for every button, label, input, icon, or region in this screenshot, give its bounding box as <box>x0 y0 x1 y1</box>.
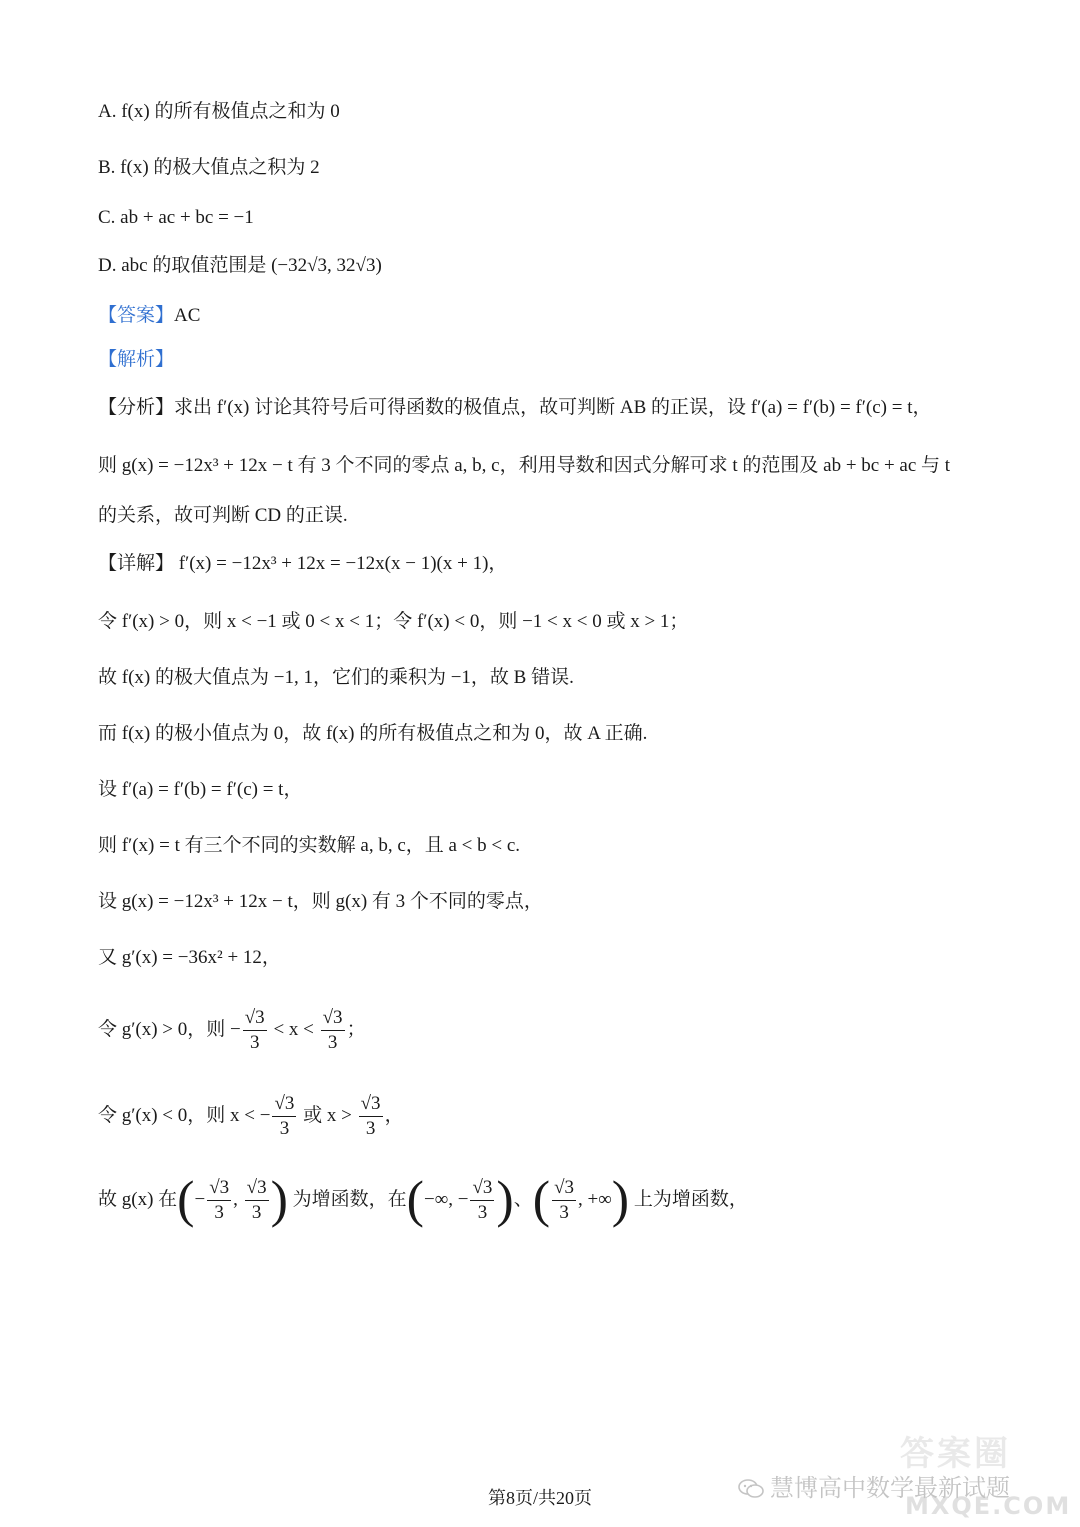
line11-c-post: , +∞ <box>578 1189 612 1210</box>
detail-line-10 <box>98 1090 404 1142</box>
line11-a: − <box>194 1189 206 1210</box>
analysis-line-3: 的关系，故可判断 CD 的正误. <box>98 505 348 526</box>
fraction-numerator: √3 <box>243 1006 267 1031</box>
detail-line-3: 故 f(x) 的极大值点为 −1, 1，它们的乘积为 −1，故 B 错误. <box>98 667 574 688</box>
fraction-sqrt3-over-3 <box>321 1006 345 1055</box>
brand-logo: 答案圈 <box>900 1434 1011 1474</box>
option-b: B. f(x) 的极大值点之积为 2 <box>98 157 320 178</box>
fraction-sqrt3-over-3 <box>359 1092 383 1141</box>
line11-pre: 故 g(x) 在 <box>98 1189 178 1210</box>
fraction-sqrt3-over-3 <box>243 1006 267 1055</box>
close-paren: ) <box>496 1171 514 1229</box>
line11-comma: , <box>233 1189 243 1210</box>
option-d: D. abc 的取值范围是 (−32√3, 32√3) <box>98 255 382 276</box>
close-paren: ) <box>270 1171 288 1229</box>
line11-mid: 为增函数，在 <box>287 1189 407 1210</box>
detail-line-8: 又 g′(x) = −36x² + 12， <box>98 947 281 968</box>
detail-line-2: 令 f′(x) > 0，则 x < −1 或 0 < x < 1；令 f′(x) < 0，则 −1 < x < 0 或 x > 1； <box>98 611 689 632</box>
line10-mid: 或 x > <box>298 1105 357 1126</box>
fraction-sqrt3-over-3 <box>470 1176 494 1225</box>
detail-line-11 <box>98 1172 748 1228</box>
line11-post: 上为增函数， <box>629 1189 748 1210</box>
detail-line-6: 则 f′(x) = t 有三个不同的实数解 a, b, c，且 a < b < c. <box>98 835 521 856</box>
line11-sep: 、 <box>513 1189 533 1210</box>
fraction-sqrt3-over-3 <box>552 1176 576 1225</box>
option-c: C. ab + ac + bc = −1 <box>98 207 254 228</box>
open-paren: ( <box>177 1171 195 1229</box>
close-paren: ) <box>611 1171 630 1229</box>
fraction-numerator: √3 <box>552 1176 576 1201</box>
line11-b: −∞, − <box>424 1189 469 1210</box>
fraction-denominator: 3 <box>477 1202 488 1224</box>
detail-line-7: 设 g(x) = −12x³ + 12x − t，则 g(x) 有 3 个不同的零点， <box>98 891 543 912</box>
line9-mid: < x < <box>268 1019 319 1040</box>
option-a: A. f(x) 的所有极值点之和为 0 <box>98 101 340 122</box>
fraction-denominator: 3 <box>365 1118 376 1140</box>
fraction-numerator: √3 <box>245 1176 269 1201</box>
line9-pre: 令 g′(x) > 0，则 − <box>98 1019 241 1040</box>
answer-label: 【答案】 <box>98 305 175 326</box>
fraction-denominator: 3 <box>251 1202 262 1224</box>
page-footer: 第8页/共20页 <box>487 1488 592 1508</box>
fraction-numerator: √3 <box>470 1176 494 1201</box>
fraction-denominator: 3 <box>559 1202 569 1224</box>
fraction-sqrt3-over-3 <box>207 1176 231 1225</box>
detail-line-9 <box>98 1004 366 1056</box>
open-paren: ( <box>406 1171 424 1229</box>
fraction-sqrt3-over-3 <box>245 1176 269 1225</box>
fraction-denominator: 3 <box>214 1202 224 1224</box>
watermark-text: 慧博高中数学最新试题 <box>770 1474 1010 1502</box>
analysis-line-1: 【分析】求出 f′(x) 讨论其符号后可得函数的极值点，故可判断 AB 的正误，设 f′(a) = f′(b) = f′(c) = t， <box>98 397 932 418</box>
line9-post: ； <box>346 1019 366 1040</box>
fraction-numerator: √3 <box>272 1092 296 1117</box>
detail-line-4: 而 f(x) 的极小值点为 0，故 f(x) 的所有极值点之和为 0，故 A 正确. <box>98 723 648 744</box>
detail-line-5: 设 f′(a) = f′(b) = f′(c) = t， <box>98 779 303 800</box>
fraction-denominator: 3 <box>327 1032 338 1054</box>
fraction-numerator: √3 <box>207 1176 231 1201</box>
fraction-denominator: 3 <box>279 1118 290 1140</box>
analysis-label: 【解析】 <box>98 349 175 370</box>
answer-value: AC <box>174 305 201 326</box>
line10-post: ， <box>384 1105 404 1126</box>
line10-pre: 令 g′(x) < 0，则 x < − <box>98 1105 271 1126</box>
fraction-sqrt3-over-3 <box>272 1092 296 1141</box>
brand-url: MXQE.COM <box>905 1492 1072 1520</box>
analysis-line-2: 则 g(x) = −12x³ + 12x − t 有 3 个不同的零点 a, b, c，利用导数和因式分解可求 t 的范围及 ab + bc + ac 与 t <box>98 455 951 476</box>
detail-line-1: 【详解】 f′(x) = −12x³ + 12x = −12x(x − 1)(x + 1)， <box>98 553 508 574</box>
fraction-numerator: √3 <box>321 1006 345 1031</box>
open-paren: ( <box>532 1171 551 1229</box>
fraction-denominator: 3 <box>249 1032 260 1054</box>
fraction-numerator: √3 <box>359 1092 383 1117</box>
answer-line <box>98 302 200 330</box>
